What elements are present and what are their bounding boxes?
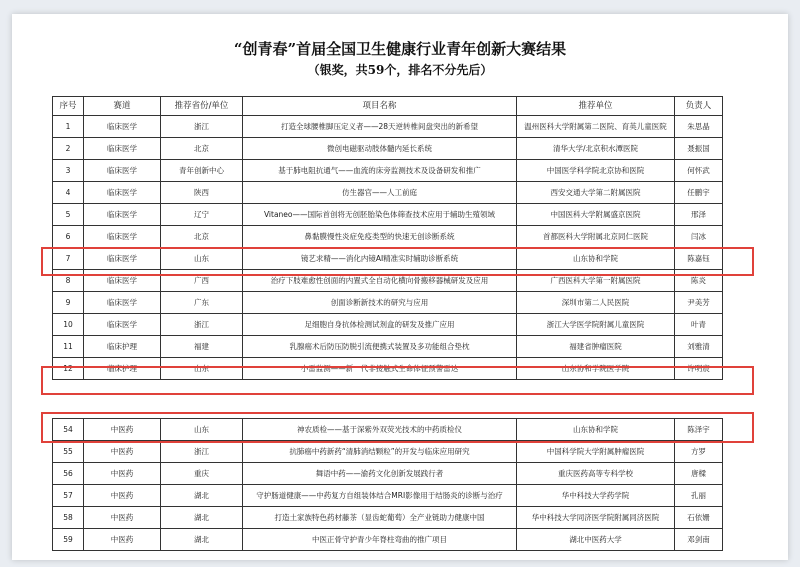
cell-unit: 山东协和学院医学院 — [517, 358, 675, 380]
cell-project: 乳腺癌术后防压防脱引流便携式装置及多功能组合垫枕 — [243, 336, 517, 358]
cell-no: 3 — [53, 160, 84, 182]
cell-unit: 深圳市第二人民医院 — [517, 292, 675, 314]
table-row — [53, 116, 723, 138]
table-row — [53, 485, 723, 507]
cell-leader: 许明宸 — [675, 358, 723, 380]
cell-province: 陕西 — [161, 182, 243, 204]
cell-track: 临床医学 — [84, 226, 161, 248]
document-page — [12, 14, 788, 560]
cell-project: 守护肠道健康——中药复方自组装体结合MRI影像用于结肠炎的诊断与治疗 — [243, 485, 517, 507]
cell-province: 福建 — [161, 336, 243, 358]
cell-province: 青年创新中心 — [161, 160, 243, 182]
cell-project: 小雷监测——新一代非接触式生命体征预警雷达 — [243, 358, 517, 380]
cell-project: 足细胞自身抗体检测试剂盒的研发及推广应用 — [243, 314, 517, 336]
cell-project: 微创电磁驱动肢体髓内延长系统 — [243, 138, 517, 160]
table-row — [53, 138, 723, 160]
cell-unit: 西安交通大学第二附属医院 — [517, 182, 675, 204]
cell-no: 11 — [53, 336, 84, 358]
page-subtitle: （银奖，共59个，排名不分先后） — [307, 63, 493, 77]
cell-province: 辽宁 — [161, 204, 243, 226]
cell-province: 山东 — [161, 358, 243, 380]
cell-no: 55 — [53, 441, 84, 463]
table-row — [53, 270, 723, 292]
cell-province: 湖北 — [161, 529, 243, 551]
cell-leader: 闫冰 — [675, 226, 723, 248]
cell-no: 9 — [53, 292, 84, 314]
cell-project: 舞语中药——渝药文化创新发展践行者 — [243, 463, 517, 485]
cell-leader: 陈炎 — [675, 270, 723, 292]
header-project: 项目名称 — [243, 97, 517, 116]
cell-track: 中医药 — [84, 529, 161, 551]
table-row — [53, 314, 723, 336]
cell-no: 10 — [53, 314, 84, 336]
cell-province: 湖北 — [161, 507, 243, 529]
cell-leader: 陈泽宇 — [675, 419, 723, 441]
cell-project: 鼻黏膜慢性炎症免疫类型的快速无创诊断系统 — [243, 226, 517, 248]
cell-track: 临床护理 — [84, 358, 161, 380]
cell-track: 临床医学 — [84, 292, 161, 314]
cell-track: 中医药 — [84, 463, 161, 485]
cell-no: 57 — [53, 485, 84, 507]
header-no: 序号 — [53, 97, 84, 116]
cell-leader: 朱思晶 — [675, 116, 723, 138]
cell-leader: 唐樑 — [675, 463, 723, 485]
table-row — [53, 292, 723, 314]
cell-leader: 石依姗 — [675, 507, 723, 529]
cell-track: 临床医学 — [84, 160, 161, 182]
table-row — [53, 204, 723, 226]
results-table-top — [52, 96, 723, 380]
table-row — [53, 336, 723, 358]
results-table-bottom — [52, 418, 723, 551]
cell-province: 山东 — [161, 419, 243, 441]
cell-province: 广东 — [161, 292, 243, 314]
cell-unit: 山东协和学院 — [517, 248, 675, 270]
cell-no: 12 — [53, 358, 84, 380]
cell-no: 56 — [53, 463, 84, 485]
table-header-row — [53, 97, 723, 116]
cell-unit: 华中科技大学药学院 — [517, 485, 675, 507]
table-row — [53, 226, 723, 248]
cell-unit: 温州医科大学附属第二医院、育英儿童医院 — [517, 116, 675, 138]
cell-leader: 邢泽 — [675, 204, 723, 226]
cell-project: 治疗下肢难愈性创面的内置式全自动化横向骨搬移器械研发及应用 — [243, 270, 517, 292]
table-row — [53, 160, 723, 182]
cell-no: 54 — [53, 419, 84, 441]
cell-leader: 何怀武 — [675, 160, 723, 182]
page-title: “创青春”首届全国卫生健康行业青年创新大赛结果 — [233, 40, 567, 58]
cell-track: 临床医学 — [84, 270, 161, 292]
cell-no: 4 — [53, 182, 84, 204]
cell-track: 中医药 — [84, 419, 161, 441]
table-row — [53, 507, 723, 529]
header-leader: 负责人 — [675, 97, 723, 116]
table-row — [53, 248, 723, 270]
table-row — [53, 182, 723, 204]
cell-no: 58 — [53, 507, 84, 529]
cell-unit: 中国医科大学附属盛京医院 — [517, 204, 675, 226]
table-row — [53, 441, 723, 463]
cell-project: 打造全球腰椎脚压定义者——28天逆转椎间盘突出的新希望 — [243, 116, 517, 138]
cell-project: 中医正骨守护青少年脊柱弯曲的推广项目 — [243, 529, 517, 551]
cell-track: 临床医学 — [84, 138, 161, 160]
cell-project: 打造土家族特色药材藤茶（显齿蛇葡萄）全产业链助力健康中国 — [243, 507, 517, 529]
cell-province: 湖北 — [161, 485, 243, 507]
header-unit: 推荐单位 — [517, 97, 675, 116]
header-province: 推荐省份/单位 — [161, 97, 243, 116]
cell-track: 临床医学 — [84, 248, 161, 270]
cell-track: 临床医学 — [84, 204, 161, 226]
cell-unit: 山东协和学院 — [517, 419, 675, 441]
cell-province: 北京 — [161, 226, 243, 248]
cell-unit: 华中科技大学同济医学院附属同济医院 — [517, 507, 675, 529]
cell-unit: 中国科学院大学附属肿瘤医院 — [517, 441, 675, 463]
header-track: 赛道 — [84, 97, 161, 116]
table-row — [53, 529, 723, 551]
cell-unit: 广西医科大学第一附属医院 — [517, 270, 675, 292]
cell-project: 基于肺电阻抗通气——血流的床旁监测技术及设备研发和推广 — [243, 160, 517, 182]
cell-track: 临床护理 — [84, 336, 161, 358]
cell-track: 临床医学 — [84, 116, 161, 138]
cell-province: 浙江 — [161, 314, 243, 336]
cell-unit: 浙江大学医学院附属儿童医院 — [517, 314, 675, 336]
cell-leader: 刘雅清 — [675, 336, 723, 358]
cell-province: 重庆 — [161, 463, 243, 485]
cell-project: 抗肺癌中药新药“清肺消结颗粒”的开发与临床应用研究 — [243, 441, 517, 463]
cell-leader: 叶青 — [675, 314, 723, 336]
cell-leader: 任鹏宇 — [675, 182, 723, 204]
cell-track: 中医药 — [84, 507, 161, 529]
cell-no: 1 — [53, 116, 84, 138]
cell-unit: 清华大学/北京积水潭医院 — [517, 138, 675, 160]
cell-track: 临床医学 — [84, 314, 161, 336]
cell-project: 创面诊断新技术的研究与应用 — [243, 292, 517, 314]
cell-unit: 中国医学科学院北京协和医院 — [517, 160, 675, 182]
cell-no: 7 — [53, 248, 84, 270]
cell-province: 浙江 — [161, 441, 243, 463]
cell-leader: 方罗 — [675, 441, 723, 463]
cell-project: 仿生器官——人工前庭 — [243, 182, 517, 204]
cell-leader: 陈嘉钰 — [675, 248, 723, 270]
cell-track: 中医药 — [84, 485, 161, 507]
cell-unit: 首都医科大学附属北京同仁医院 — [517, 226, 675, 248]
cell-unit: 重庆医药高等专科学校 — [517, 463, 675, 485]
cell-province: 浙江 — [161, 116, 243, 138]
table-row — [53, 358, 723, 380]
cell-leader: 聂振国 — [675, 138, 723, 160]
cell-leader: 孔丽 — [675, 485, 723, 507]
cell-no: 59 — [53, 529, 84, 551]
table-row — [53, 463, 723, 485]
cell-project: Vitaneo——国际首创将无创胚胎染色体筛查技术应用于辅助生殖领域 — [243, 204, 517, 226]
cell-no: 5 — [53, 204, 84, 226]
table-row — [53, 419, 723, 441]
cell-no: 2 — [53, 138, 84, 160]
cell-province: 广西 — [161, 270, 243, 292]
cell-province: 北京 — [161, 138, 243, 160]
cell-project: 镜艺求精——消化内镜AI精准实时辅助诊断系统 — [243, 248, 517, 270]
cell-no: 6 — [53, 226, 84, 248]
cell-province: 山东 — [161, 248, 243, 270]
cell-project: 神农质检——基于深紫外双荧光技术的中药质检仪 — [243, 419, 517, 441]
cell-leader: 尹美芳 — [675, 292, 723, 314]
cell-track: 临床医学 — [84, 182, 161, 204]
cell-leader: 邓剑南 — [675, 529, 723, 551]
cell-track: 中医药 — [84, 441, 161, 463]
cell-no: 8 — [53, 270, 84, 292]
cell-unit: 湖北中医药大学 — [517, 529, 675, 551]
cell-unit: 福建省肿瘤医院 — [517, 336, 675, 358]
